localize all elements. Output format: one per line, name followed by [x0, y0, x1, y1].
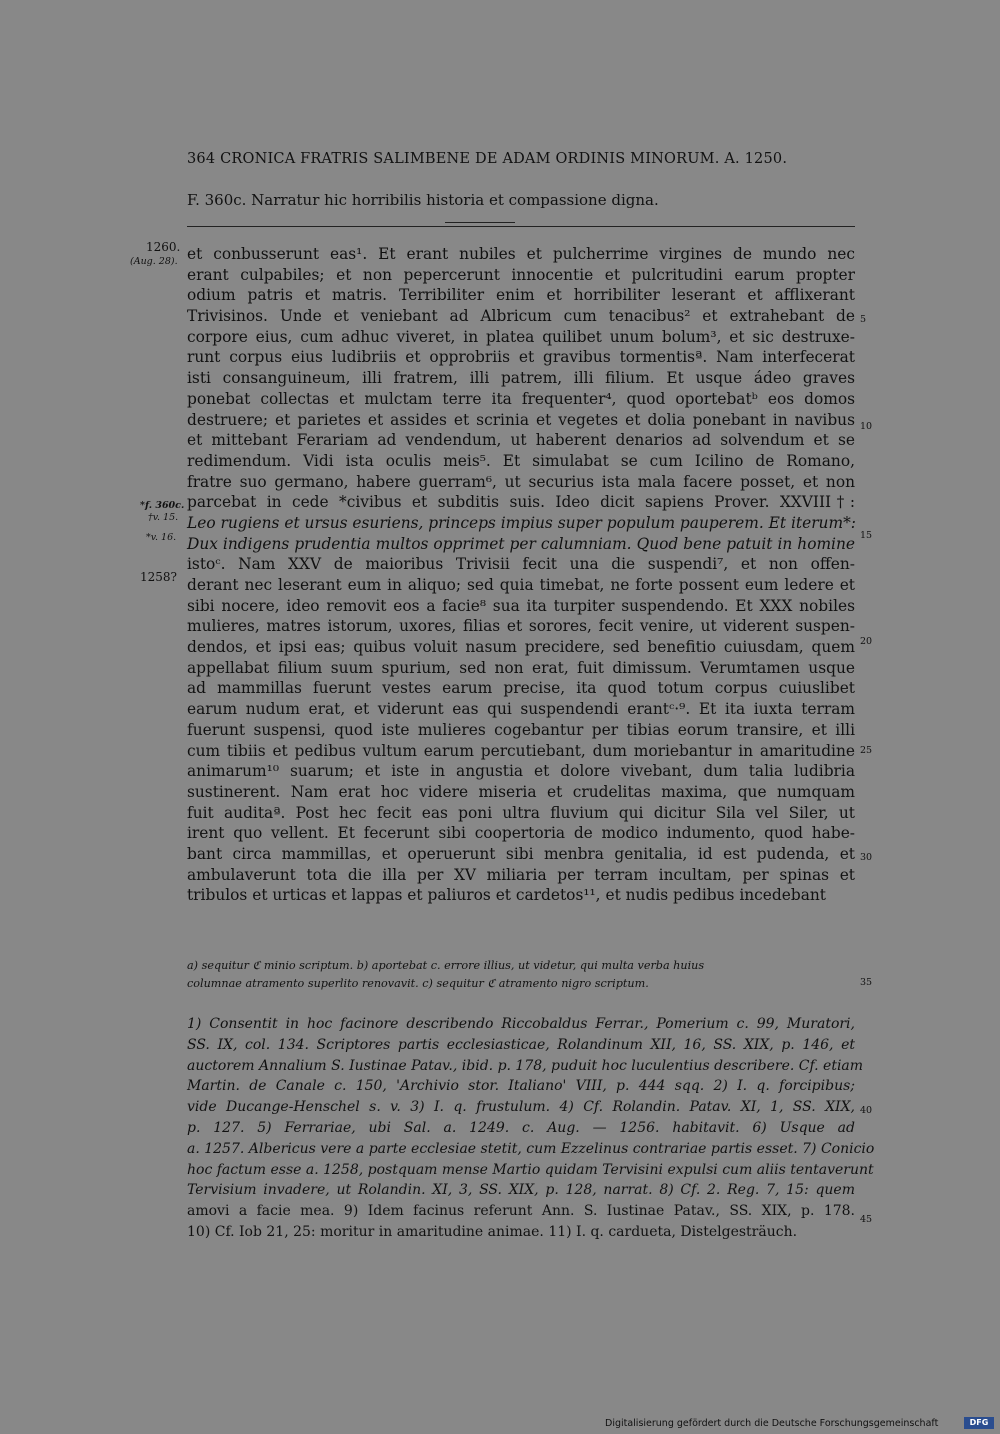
margin-verse-16: *v. 16.: [146, 532, 177, 543]
margin-year-1258: 1258?: [140, 570, 177, 584]
footnote-line: amovi a facie mea. 9) Idem facinus referunt Ann. S. Iustinae Patav., SS. XIX, p. 178.: [187, 1203, 855, 1220]
footnote-line: 1) Consentit in hoc facinore describendo Riccobaldus Ferrar., Pomerium c. 99, Muratori,: [187, 1016, 855, 1032]
text-line-italic-quote: Leo rugiens et ursus esuriens, princeps impius super populum pauperem. Et iterum*:: [187, 513, 856, 532]
line-number-30: 30: [860, 852, 873, 863]
margin-year-1260: 1260.: [146, 240, 181, 254]
text-line: erant culpabiles; et non pepercerunt innocentie et pulcritudini earum propter: [187, 265, 855, 284]
text-line: bant circa mammillas, et operuerunt sibi menbra genitalia, id est pudenda, et: [187, 844, 855, 863]
line-number-5: 5: [860, 314, 867, 325]
header-ornament-rule: [445, 222, 515, 223]
text-line: et mittebant Ferariam ad vendendum, ut haberent denarios ad solvendum et se: [187, 431, 855, 450]
critical-note-line: a) sequitur ℭ minio scriptum. b) aportebat c. errore illius, ut videtur, qui multa verba huius: [187, 959, 705, 972]
text-line: sibi nocere, ideo removit eos a facie⁸ sua ita turpiter suspendendo. Et XXX nobiles: [187, 596, 855, 615]
dfg-logo-icon: DFG: [964, 1417, 994, 1429]
line-number-20: 20: [860, 636, 873, 647]
text-line: istoᶜ. Nam XXV de maioribus Trivisii fecit una die suspendi⁷, et non offen-: [187, 555, 855, 574]
section-subheading: F. 360c. Narratur hic horribilis historia et compassione digna.: [187, 191, 659, 209]
text-line: dendos, et ipsi eas; quibus voluit nasum precidere, sed benefitio cuiusdam, quem: [187, 638, 855, 657]
text-line: runt corpus eius ludibriis et opprobriis et gravibus tormentisª. Nam interfecerat: [187, 348, 855, 367]
footnote-line: SS. IX, col. 134. Scriptores partis ecclesiasticae, Rolandinum XII, 16, SS. XIX, p. 146, et: [187, 1036, 855, 1053]
text-line: irent quo vellent. Et fecerunt sibi coopertoria de modico indumento, quod habe-: [187, 824, 855, 843]
header-divider: [187, 226, 855, 227]
text-line: fuerunt suspensi, quod iste mulieres cogebantur per tibias eorum transire, et illi: [187, 720, 855, 739]
footnote-line: p. 127. 5) Ferrariae, ubi Sal. a. 1249. c. Aug. — 1256. habitavit. 6) Usque ad: [187, 1119, 855, 1136]
text-line: Trivisinos. Unde et veniebant ad Albricum cum tenacibus² et extrahebant de: [187, 307, 855, 326]
footnote-line: 10) Cf. Iob 21, 25: moritur in amaritudine animae. 11) I. q. cardueta, Distelgesträuch.: [187, 1223, 798, 1240]
footnote-line: auctorem Annalium S. Iustinae Patav., ibid. p. 178, puduit hoc luculentius describere. Cf. etiam: [187, 1057, 864, 1074]
text-line: tribulos et urticas et lappas et paliuros et cardetos¹¹, et nudis pedibus incedebant: [187, 886, 826, 905]
line-number-25: 25: [860, 745, 873, 756]
text-line: odium patris et matris. Terribiliter enim et horribiliter leserant et afflixerant: [187, 286, 855, 305]
critical-apparatus: [187, 957, 855, 993]
text-line: ad mammillas fuerunt vestes earum precise, ita quod totum corpus cuiuslibet: [187, 679, 855, 698]
text-line: parcebat in cede *civibus et subditis suis. Ideo dicit sapiens Prover. XXVIII†:: [187, 493, 855, 512]
line-number-40: 40: [860, 1105, 873, 1116]
line-number-15: 15: [860, 530, 873, 541]
line-number-35: 35: [860, 977, 873, 988]
text-line: mulieres, matres istorum, uxores, filias et sorores, fecit venire, ut viderent suspen-: [187, 617, 855, 636]
text-line: redimendum. Vidi ista oculis meis⁵. Et simulabat se cum Icilino de Romano,: [187, 451, 855, 470]
footnote-line: a. 1257. Albericus vere a parte ecclesiae stetit, cum Ezzelinus contrariae partis esset. 7) Conicio: [187, 1140, 875, 1157]
running-header: 364 CRONICA FRATRIS SALIMBENE DE ADAM ORDINIS MINORUM. A. 1250.: [187, 151, 788, 167]
footnote-line: vide Ducange-Henschel s. v. 3) I. q. frustulum. 4) Cf. Rolandin. Patav. XI, 1, SS. XIX,: [187, 1099, 855, 1116]
text-line: animarum¹⁰ suarum; et iste in angustia et dolore vivebant, dum talia ludibria: [187, 762, 855, 781]
footnote-line: hoc factum esse a. 1258, postquam mense Martio quidam Tervisini expulsi cum aliis tentaverunt: [187, 1161, 874, 1178]
line-number-10: 10: [860, 421, 873, 432]
text-line: ambulaverunt tota die illa per XV miliaria per terram incultam, per spinas et: [187, 865, 855, 884]
main-text: [187, 244, 855, 906]
critical-note-line: columnae atramento superlito renovavit. c) sequitur ℭ atramento nigro scriptum.: [187, 977, 649, 990]
funding-notice: Digitalisierung gefördert durch die Deutsche Forschungsgemeinschaft: [605, 1418, 939, 1429]
text-line: ponebat collectas et mulctam terre ita frequenter⁴, quod oportebatᵇ eos domos: [187, 389, 855, 408]
footnote-line: Tervisium invadere, ut Rolandin. XI, 3, SS. XIX, p. 128, narrat. 8) Cf. 2. Reg. 7, 15: quem: [187, 1182, 855, 1199]
margin-verse-15: †v. 15.: [148, 512, 179, 523]
text-line: sustinerent. Nam erat hoc videre miseria et crudelitas maxima, que numquam: [187, 782, 855, 801]
text-line: appellabat filium suum spurium, sed non erat, fuit dimissum. Verumtamen usque: [187, 658, 855, 677]
text-line: derant nec leserant eum in aliquo; sed quia timebat, ne forte possent eum ledere et: [187, 576, 855, 594]
text-line: et conbusserunt eas¹. Et erant nubiles et pulcherrime virgines de mundo nec: [187, 245, 855, 263]
text-line: isti consanguineum, illi fratrem, illi patrem, illi filium. Et usque ádeo graves: [187, 369, 855, 388]
footnote-line: Martin. de Canale c. 150, 'Archivio stor. Italiano' VIII, p. 444 sqq. 2) I. q. forcipibus;: [187, 1078, 855, 1095]
text-line: fratre suo germano, habere guerram⁶, ut securius ista mala facere posset, et non: [187, 472, 855, 491]
text-line: earum nudum erat, et viderunt eas qui suspendendi erantᶜ·⁹. Et ita iuxta terram: [187, 700, 855, 719]
text-line: fuit auditaª. Post hec fecit eas poni ultra fluvium qui dicitur Sila vel Siler, ut: [187, 803, 855, 822]
line-number-45: 45: [860, 1214, 873, 1225]
margin-folio-360c: *f. 360c.: [140, 500, 185, 511]
text-line: cum tibiis et pedibus vultum earum percutiebant, dum moriebantur in amaritudine: [187, 741, 855, 760]
text-line: destruere; et parietes et assides et scrinia et vegetes et dolia ponebant in navibus: [187, 410, 855, 429]
text-line: corpore eius, cum adhuc viveret, in platea quilibet unum bolum³, et sic destruxe-: [187, 327, 855, 346]
text-line-italic-quote: Dux indigens prudentia multos opprimet per calumniam. Quod bene patuit in homine: [187, 534, 855, 553]
margin-date-aug-28: (Aug. 28).: [130, 256, 178, 267]
